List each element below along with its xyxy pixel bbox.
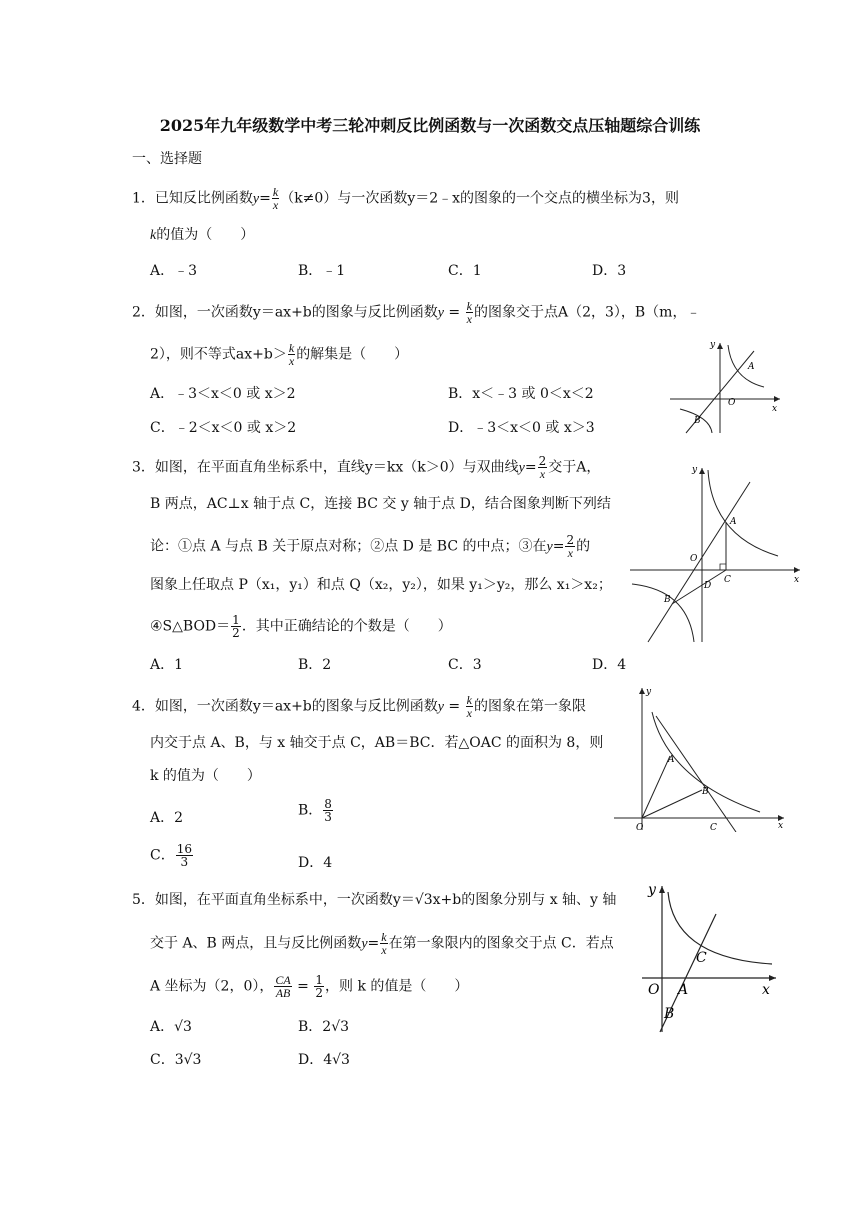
section-heading: 一、选择题 xyxy=(132,151,202,167)
q5-fig-label-c: C xyxy=(696,950,707,966)
q2-fig-label-b: B xyxy=(694,416,701,426)
q1-option-c[interactable]: C．1 xyxy=(448,263,482,279)
q3-fig-label-a: A xyxy=(730,517,737,527)
q5-fig-label-o: O xyxy=(648,982,660,998)
q4-fig-label-a: A xyxy=(668,755,675,765)
q5-line-1: 5．如图，在平面直角坐标系中，一次函数y＝√3x+b的图象分别与 x 轴、y 轴 xyxy=(132,892,617,908)
q5-fig-label-a: A xyxy=(678,982,689,998)
q4-figure xyxy=(612,684,788,832)
q2-line-2: 2），则不等式ax+b＞ $\frac{k}{x}$ 的解集是（ ） xyxy=(150,341,409,368)
q4-fig-label-x: x xyxy=(778,821,784,831)
q3-line-1: 3．如图，在平面直角坐标系中，直线y＝kx（k＞0）与双曲线y= $\frac{2}{x}$ 交于A， xyxy=(132,454,601,481)
q2-option-a[interactable]: A．﹣3＜x＜0 或 x＞2 xyxy=(150,386,296,402)
q2-line-1: 2．如图，一次函数y＝ax+b的图象与反比例函数y = $\frac{k}{x}$ 的图象交于点A（2，3），B（m，﹣ xyxy=(132,299,701,326)
q5-option-a[interactable]: A．√3 xyxy=(150,1019,192,1035)
q4-option-c[interactable]: C． $\frac{16}{3}$ xyxy=(150,842,192,869)
q3-line-4: 图象上任取点 P（x₁，y₁）和点 Q（x₂，y₂），如果 y₁＞y₂，那么 x₁＞x₂； xyxy=(150,577,612,593)
q4-fig-label-c: C xyxy=(710,823,717,832)
q3-option-c[interactable]: C．3 xyxy=(448,657,482,673)
q2-fig-label-o: O xyxy=(728,398,736,408)
q3-option-a[interactable]: A．1 xyxy=(150,657,184,673)
q2-fig-label-y: y xyxy=(710,340,716,350)
q5-option-c[interactable]: C．3√3 xyxy=(150,1052,202,1068)
page-title: 2025年九年级数学中考三轮冲刺反比例函数与一次函数交点压轴题综合训练 xyxy=(159,116,701,135)
q5-fig-label-x: x xyxy=(762,982,770,998)
q3-fig-label-x: x xyxy=(794,575,800,585)
q4-option-a[interactable]: A．2 xyxy=(150,810,184,826)
q3-line-3: 论：①点 A 与点 B 关于原点对称；②点 D 是 BC 的中点；③在y= $\frac{2}{x}$ 的 xyxy=(150,533,591,560)
q4-option-d[interactable]: D．4 xyxy=(298,855,333,871)
q5-line-2: 交于 A、B 两点，且与反比例函数y= $\frac{k}{x}$ 在第一象限内的图象交于点 C．若点 xyxy=(150,930,614,957)
q1-line-2: k的值为（ ） xyxy=(150,227,255,243)
q4-line-3: k 的值为（ ） xyxy=(150,768,261,784)
q1-option-b[interactable]: B．﹣1 xyxy=(298,263,346,279)
q3-fig-label-o: O xyxy=(690,554,698,564)
q2-fig-label-x: x xyxy=(772,404,778,414)
q4-fig-label-b: B xyxy=(702,787,709,797)
q5-option-b[interactable]: B．2√3 xyxy=(298,1019,350,1035)
q1-option-a[interactable]: A．﹣3 xyxy=(150,263,198,279)
q2-option-c[interactable]: C．﹣2＜x＜0 或 x＞2 xyxy=(150,420,297,436)
q1-option-d[interactable]: D．3 xyxy=(592,263,627,279)
q5-line-3: A 坐标为（2，0）， $\frac{CA}{AB}$ = $\frac{1}{2}$ ，则 k 的值是（ ） xyxy=(150,973,469,1000)
q2-option-d[interactable]: D．﹣3＜x＜0 或 x＞3 xyxy=(448,420,595,436)
q3-fig-label-b: B xyxy=(664,595,671,605)
q2-fig-label-a: A xyxy=(748,362,755,372)
q3-line-5: ④S△BOD＝ $\frac{1}{2}$ ．其中正确结论的个数是（ ） xyxy=(150,613,452,640)
q5-fig-label-y: y xyxy=(648,882,656,898)
q5-fig-label-b: B xyxy=(664,1006,675,1022)
q2-option-b[interactable]: B．x＜﹣3 或 0＜x＜2 xyxy=(448,386,594,402)
q3-fig-label-y: y xyxy=(692,465,698,475)
q4-fig-label-o: O xyxy=(636,823,644,832)
q5-figure xyxy=(640,880,780,1036)
q1-line-1: 1．已知反比例函数y= $\frac{k}{x}$ （k≠0）与一次函数y＝2﹣x的图象的一个交点的横坐标为3，则 xyxy=(132,185,679,212)
q3-figure xyxy=(628,462,804,646)
q2-figure xyxy=(668,335,783,435)
q3-option-d[interactable]: D．4 xyxy=(592,657,627,673)
q4-option-b[interactable]: B． $\frac{8}{3}$ xyxy=(298,797,332,824)
q4-line-2: 内交于点 A、B，与 x 轴交于点 C，AB＝BC．若△OAC 的面积为 8，则 xyxy=(150,735,604,751)
q3-option-b[interactable]: B．2 xyxy=(298,657,332,673)
q5-option-d[interactable]: D．4√3 xyxy=(298,1052,350,1068)
q4-fig-label-y: y xyxy=(646,687,652,697)
q3-fig-label-c: C xyxy=(724,575,731,585)
q4-line-1: 4．如图，一次函数y＝ax+b的图象与反比例函数y = $\frac{k}{x}$ 的图象在第一象限 xyxy=(132,693,586,720)
q3-fig-label-d: D xyxy=(704,581,712,591)
q3-line-2: B 两点，AC⊥x 轴于点 C，连接 BC 交 y 轴于点 D，结合图象判断下列结 xyxy=(150,496,611,512)
